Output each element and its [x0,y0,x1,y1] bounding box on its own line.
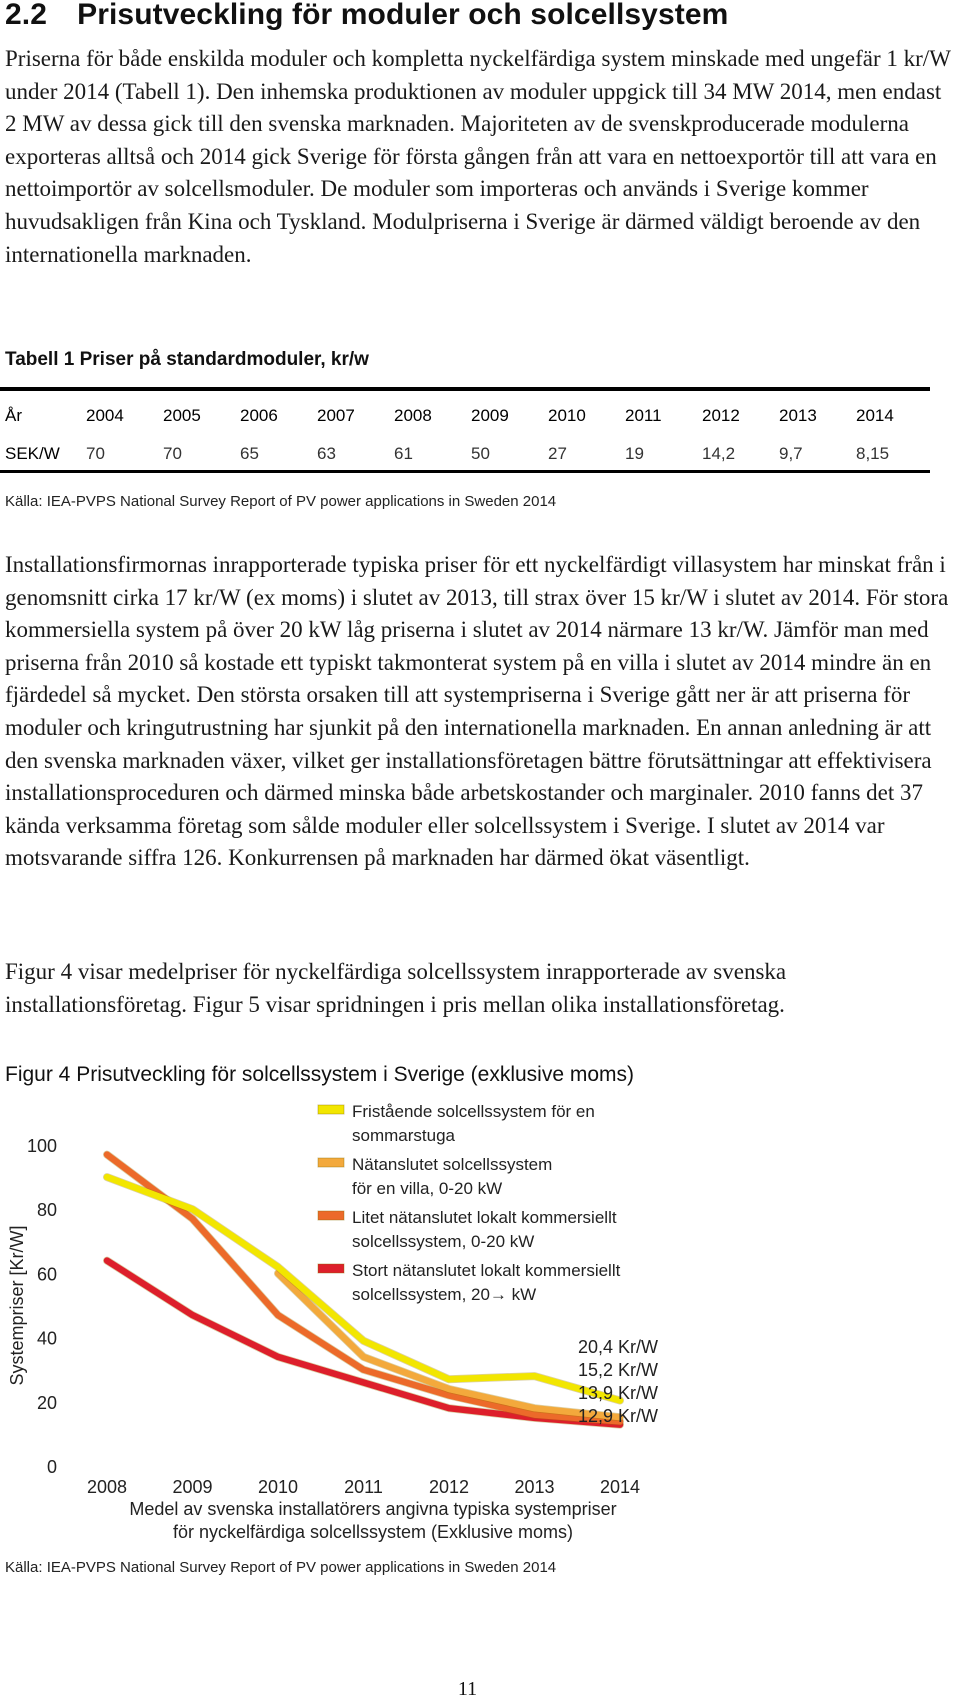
table-value-cell: 61 [394,444,413,463]
legend-swatch-2 [318,1158,344,1167]
table-year-cell: 2009 [471,406,509,425]
paragraph-figure-reference: Figur 4 visar medelpriser för nyckelfärdiga solcellssystem inrapporterade av svenska installationsföretag. Figur 5 visar spridningen i pris mellan olika installationsföretag. [5,959,787,1017]
chart-axes [7,1136,640,1542]
y-tick-label: 20 [36,1392,57,1413]
x-axis-label: Medel av svenska installatörers angivna typiska systempriser [129,1499,617,1519]
x-tick-label: 2010 [257,1477,299,1497]
table-year-cell: 2007 [317,406,355,425]
chart-legend [318,1102,621,1304]
table-top-rule [0,387,930,391]
table-header-row [5,397,933,435]
legend-swatch-3 [318,1211,344,1220]
table-value-cell: 63 [317,444,336,463]
table-year-cell: 2013 [779,406,817,425]
table-value-cell: 70 [86,444,105,463]
x-axis-label-line-2: för nyckelfärdiga solcellssystem (Exklusive moms) [172,1522,574,1542]
table-caption: Tabell 1 Priser på standardmoduler, kr/w [5,349,369,370]
legend-label-4: Stort nätanslutet lokalt kommersiellt [352,1261,621,1280]
table-year-cell: 2012 [702,406,740,425]
figure-source: Källa: IEA-PVPS National Survey Report of PV power applications in Sweden 2014 [5,1559,557,1576]
y-tick-label: 100 [26,1136,57,1156]
legend-label-1: Fristående solcellssystem för en [352,1102,595,1121]
legend-swatch-4 [318,1264,344,1273]
table-row-label: SEK/W [5,444,60,463]
y-tick-label: 60 [36,1264,57,1285]
table-year-cell: 2005 [163,406,201,425]
paragraph-module-prices: Priserna för både enskilda moduler och kompletta nyckelfärdiga system minskade med ungefär 1 kr/W under 2014 (Tabell 1). Den inhemska produktionen av moduler uppgick till 34 MW 2014, men endast 2 MW av dessa gick till den svenska marknaden. Majoriteten av de svenskproducerade modulerna exporteras alltså och 2014 gick Sverige för första gången från att vara en nettoexportör till att vara en nettoimportör av solcellsmoduler. De moduler som importeras och används i Sverige kommer huvudsakligen från Kina och Tyskland. Modulpriserna i Sverige är därmed väldigt beroende av den internationella marknaden. [5,46,951,267]
table-value-cell: 8,15 [856,444,890,463]
section-heading: 2.2 Prisutveckling för moduler och solcellsystem [5,0,729,31]
table-year-cell: 2011 [625,406,662,425]
legend-swatch-1 [318,1105,344,1114]
table-value-cell: 70 [163,444,182,463]
legend-label-2: för en villa, 0-20 kW [352,1179,503,1198]
legend-label-1: sommarstuga [352,1126,455,1145]
table-value-cell: 14,2 [702,444,736,463]
table-value-row [5,435,933,473]
y-tick-label: 40 [36,1328,57,1349]
legend-label-4: solcellssystem, 20→ kW [352,1285,537,1304]
table-value-cell: 65 [240,444,259,463]
table-year-cell: 2006 [240,406,278,425]
figure-caption: Figur 4 Prisutveckling för solcellssystem i Sverige (exklusive moms) [5,1063,635,1086]
table-year-cell: 2014 [856,406,894,425]
table-header-label: År [5,406,22,425]
end-value-label: 12,9 Kr/W [578,1406,659,1426]
legend-label-2: Nätanslutet solcellssystem [352,1155,553,1174]
table-bottom-rule [0,470,930,473]
price-table [5,397,933,473]
x-tick-label: 2011 [344,1477,383,1497]
chart-end-labels [578,1337,658,1426]
table-value-cell: 9,7 [779,444,803,463]
legend-label-3: solcellssystem, 0-20 kW [352,1232,535,1251]
x-tick-label: 2012 [428,1477,470,1497]
paragraph-system-prices: Installationsfirmornas inrapporterade typiska priser för ett nyckelfärdigt villasystem har minskat från i genomsnitt cirka 17 kr/W (ex moms) i slutet av 2013, till strax över 15 kr/W i slutet av 2014. För stora kommersiella system på över 20 kW låg priserna i slutet av 2014 närmare 13 kr/W. Jämför man med priserna från 2010 så kostade ett typiskt takmonterat system på en villa i slutet av 2014 mindre än en fjärdedel så mycket. Den största orsaken till att systempriserna i Sverige gått ner är att priserna för moduler och kringutrustning har sjunkit på den internationella marknaden. En annan anledning är att den svenska marknaden växer, vilket ger installationsföretagen bättre förutsättningar att effektivisera installationsproceduren och därmed minska både arbetskostander och marginaler. 2010 fanns det 37 kända verksamma företag som sålde moduler eller solcellssystem i Sverige. I slutet av 2014 var motsvarande siffra 126. Konkurrensen på marknaden har därmed ökat väsentligt. [5,552,949,871]
x-tick-label: 2008 [86,1477,128,1497]
table-year-cell: 2010 [548,406,586,425]
y-axis-label: Systempriser [Kr/W] [7,1225,27,1386]
y-tick-label: 0 [46,1457,57,1477]
page-number: 11 [457,1678,478,1700]
end-value-label: 15,2 Kr/W [578,1360,659,1380]
table-value-cell: 50 [471,444,490,463]
x-tick-label: 2009 [172,1477,213,1497]
x-tick-label: 2013 [514,1477,555,1497]
end-value-label: 20,4 Kr/W [578,1337,659,1357]
table-year-cell: 2008 [394,406,432,425]
legend-label-3: Litet nätanslutet lokalt kommersiellt [352,1208,617,1227]
table-year-cell: 2004 [86,406,124,425]
price-line-chart [0,1090,700,1560]
table-value-cell: 27 [548,444,567,463]
end-value-label: 13,9 Kr/W [578,1383,659,1403]
table-source: Källa: IEA-PVPS National Survey Report of PV power applications in Sweden 2014 [5,493,557,510]
x-tick-label: 2014 [599,1477,641,1497]
y-tick-label: 80 [36,1200,57,1221]
table-value-cell: 19 [625,444,644,463]
